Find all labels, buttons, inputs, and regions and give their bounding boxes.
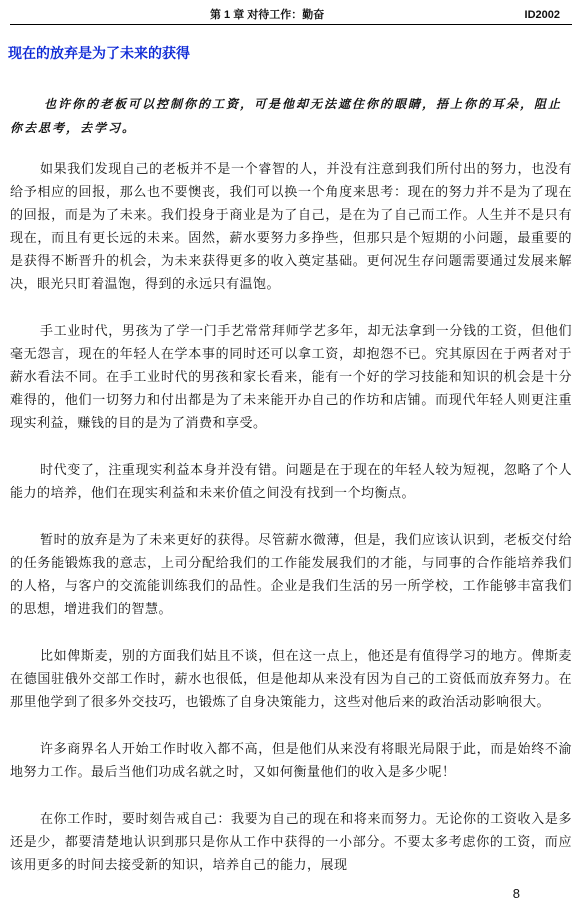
running-header [10,4,572,25]
epigraph-quote: 也许你的老板可以控制你的工资，可是他却无法遮住你的眼睛，捂上你的耳朵，阻止你去思考，去学习。 [10,97,563,135]
paragraph: 时代变了，注重现实利益本身并没有错。问题是在于现在的年轻人较为短视，忽略了个人能力的培养，他们在现实利益和未来价值之间没有找到一个均衡点。 [10,463,572,501]
body-text [10,158,572,901]
document-id: ID2002 [524,9,560,21]
section-title: 现在的放弃是为了未来的获得 [8,46,190,62]
paragraph: 比如俾斯麦，别的方面我们姑且不谈，但在这一点上，他还是有值得学习的地方。俾斯麦在德国驻俄外交部工作时，薪水也很低，但是他却从来没有因为自己的工资低而放弃努力。在那里他学到了很多外交技巧，也锻炼了自身决策能力，这些对他后来的政治活动影响很大。 [10,649,572,710]
chapter-title: 第 1 章 对待工作：勤奋 [210,9,325,21]
paragraph: 手工业时代，男孩为了学一门手艺常常拜师学艺多年，却无法拿到一分钱的工资，但他们毫无怨言，现在的年轻人在学本事的同时还可以拿工资，却抱怨不已。究其原因在于两者对于薪水看法不同。在手工业时代的男孩和家长看来，能有一个好的学习技能和知识的机会是十分难得的，他们一切努力和付出都是为了未来能开办自己的作坊和店铺。而现代年轻人则更注重现实利益，赚钱的目的是为了消费和享受。 [10,324,572,431]
paragraph: 许多商界名人开始工作时收入都不高，但是他们从来没有将眼光局限于此，而是始终不渝地努力工作。最后当他们功成名就之时，又如何衡量他们的收入是多少呢！ [10,742,572,780]
paragraph: 在你工作时，要时刻告戒自己：我要为自己的现在和将来而努力。无论你的工资收入是多还是少，都要清楚地认识到那只是你从工作中获得的一小部分。不要太多考虑你的工资，而应该用更多的时间去接受新的知识，培养自己的能力，展现 [10,812,572,873]
page-number: 8 [512,886,520,901]
paragraph: 如果我们发现自己的老板并不是一个睿智的人，并没有注意到我们所付出的努力，也没有给予相应的回报，那么也不要懊丧，我们可以换一个角度来思考：现在的努力并不是为了现在的回报，而是为了未来。我们投身于商业是为了自己，是在为了自己而工作。人生并不是只有现在，而且有更长远的未来。固然，薪水要努力多挣些，但那只是个短期的小问题，最重要的是获得不断晋升的机会，为未来获得更多的收入奠定基础。更何况生存问题需要通过发展来解决，眼光只盯着温饱，得到的永远只有温饱。 [10,162,572,292]
paragraph: 暂时的放弃是为了未来更好的获得。尽管薪水微薄，但是，我们应该认识到，老板交付给的任务能锻炼我的意志，上司分配给我们的工作能发展我们的才能，与同事的合作能培养我们的人格，与客户的交流能训练我们的品性。企业是我们生活的另一所学校，工作能够丰富我们的思想，增进我们的智慧。 [10,533,572,617]
